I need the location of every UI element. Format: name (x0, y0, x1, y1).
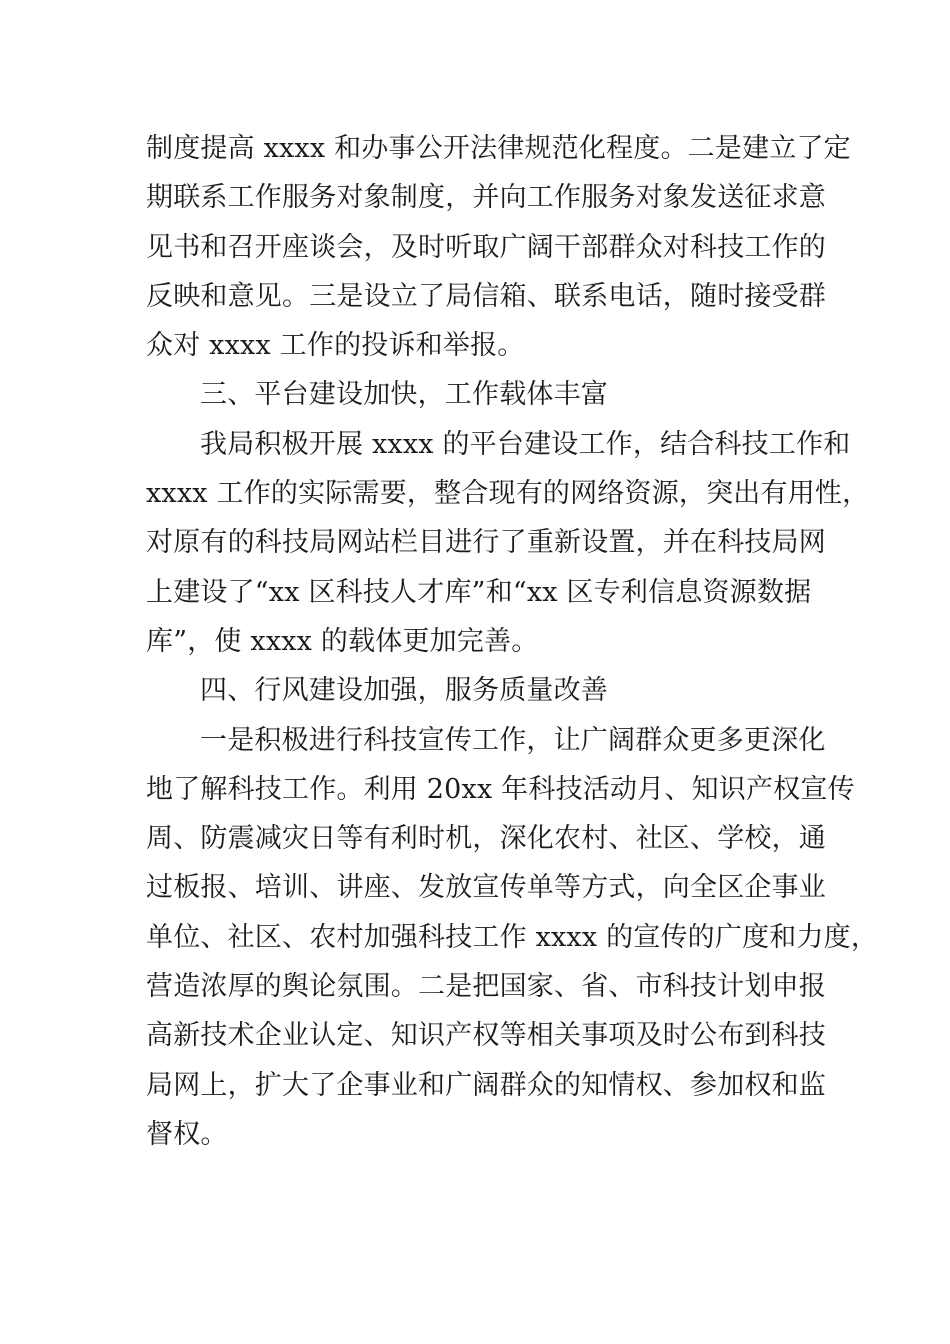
text-line: 我局积极开展 xxxx 的平台建设工作，结合科技工作和 (200, 428, 851, 460)
text-line: 对原有的科技局网站栏目进行了重新设置，并在科技局网 (146, 527, 826, 559)
text-line: 单位、社区、农村加强科技工作 xxxx 的宣传的广度和力度， (146, 921, 879, 953)
section-heading: 四、行风建设加强，服务质量改善 (200, 675, 608, 707)
text-line: 督权。 (146, 1118, 228, 1150)
text-line: 地了解科技工作。利用 20xx 年科技活动月、知识产权宣传 (146, 773, 855, 805)
text-line: 见书和召开座谈会，及时听取广阔干部群众对科技工作的 (146, 231, 826, 263)
text-line: xxxx 工作的实际需要，整合现有的网络资源，突出有用性， (146, 478, 870, 510)
text-line: 反映和意见。三是设立了局信箱、联系电话，随时接受群 (146, 280, 826, 312)
text-line: 库”，使 xxxx 的载体更加完善。 (146, 625, 539, 657)
text-line: 众对 xxxx 工作的投诉和举报。 (146, 330, 525, 362)
text-line: 期联系工作服务对象制度，并向工作服务对象发送征求意 (146, 182, 826, 214)
text-line: 局网上，扩大了企事业和广阔群众的知情权、参加权和监 (146, 1069, 826, 1101)
text-line: 周、防震减灾日等有利时机，深化农村、社区、学校，通 (146, 823, 826, 855)
text-line: 高新技术企业认定、知识产权等相关事项及时公布到科技 (146, 1020, 826, 1052)
text-line: 上建设了“xx 区科技人才库”和“xx 区专利信息资源数据 (146, 576, 812, 608)
text-line: 营造浓厚的舆论氛围。二是把国家、省、市科技计划申报 (146, 971, 826, 1003)
text-line: 过板报、培训、讲座、发放宣传单等方式，向全区企事业 (146, 872, 826, 904)
document-body (146, 124, 879, 1159)
section-heading: 三、平台建设加快，工作载体丰富 (200, 379, 608, 411)
text-line: 一是积极进行科技宣传工作，让广阔群众更多更深化 (200, 724, 826, 756)
text-line: 制度提高 xxxx 和办事公开法律规范化程度。二是建立了定 (146, 133, 851, 164)
